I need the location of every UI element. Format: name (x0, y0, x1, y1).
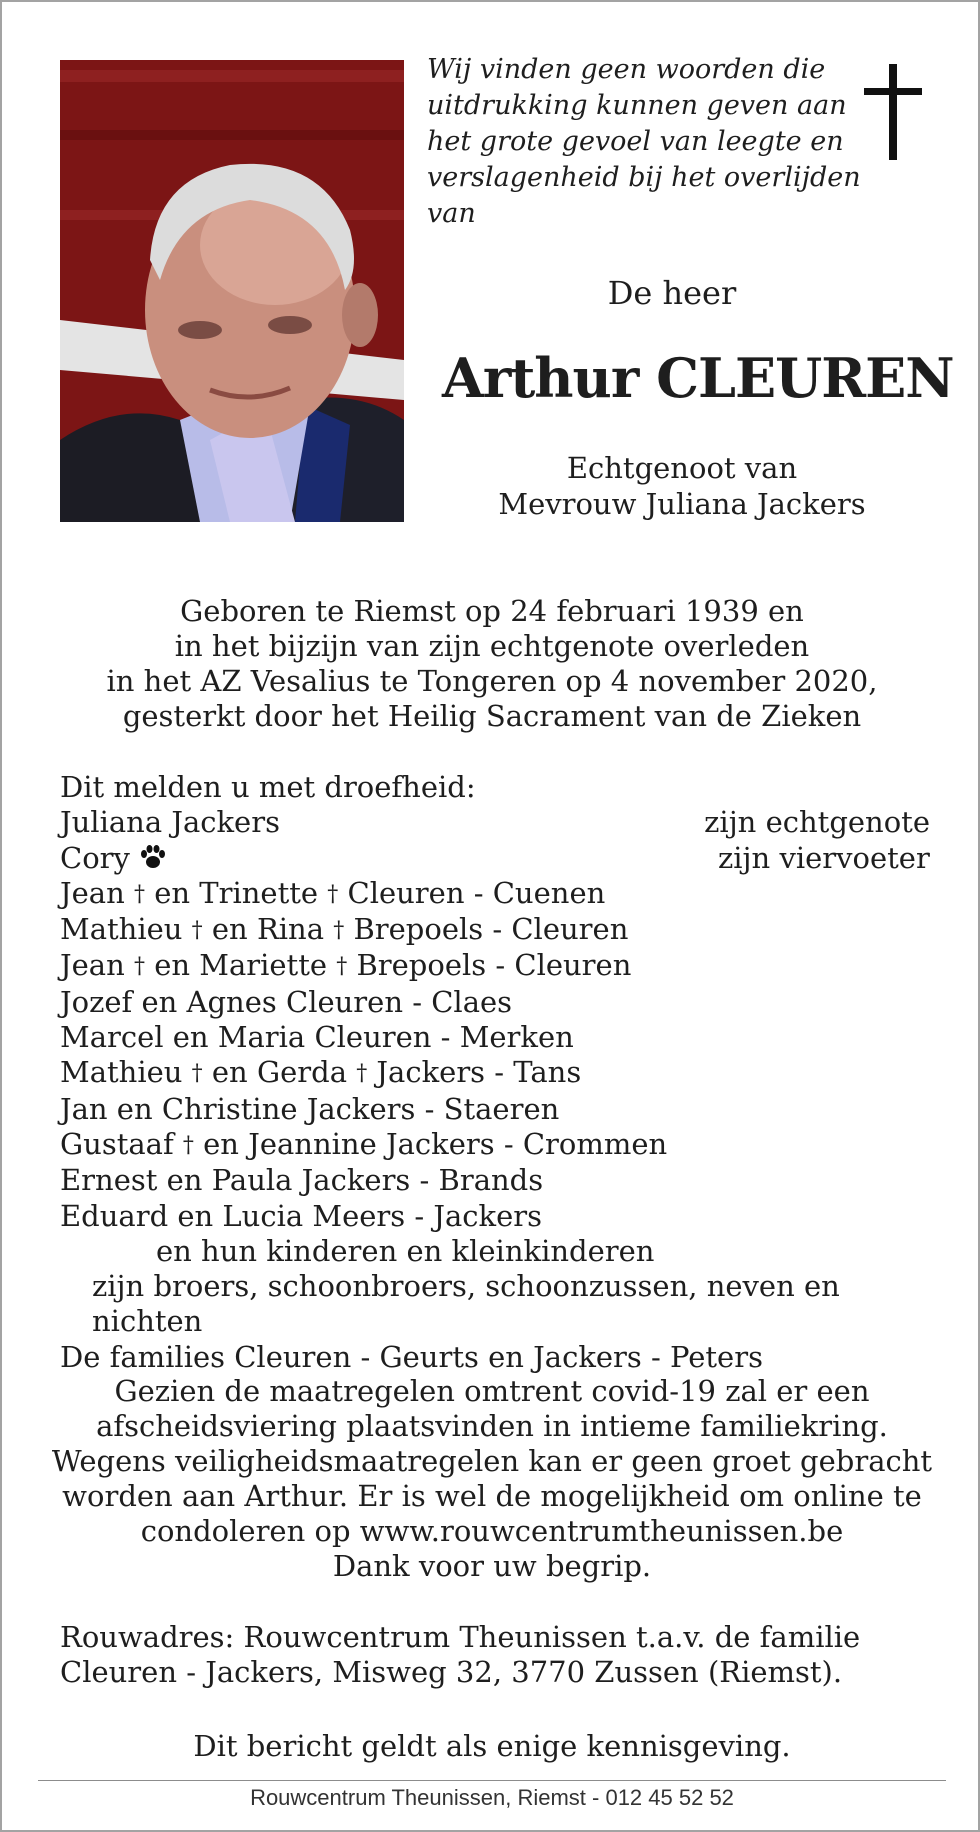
family-siblings-line: zijn broers, schoonbroers, schoonzussen, neven en nichten (92, 1269, 840, 1339)
intro-line: het grote gevoel van leegte en (427, 126, 844, 157)
family-spouse-name: Juliana Jackers (60, 805, 280, 840)
family-children-line: en hun kinderen en kleinkinderen (156, 1233, 655, 1268)
paw-icon (139, 844, 167, 870)
couple-first-name: Mathieu (60, 912, 183, 947)
family-heading: Dit melden u met droefheid: (60, 770, 476, 804)
couple-second-name: Trinette (199, 875, 319, 910)
couple-family-names: Cleuren - Cuenen (347, 875, 606, 910)
portrait-photo-art (60, 60, 404, 522)
address-line: Rouwadres: Rouwcentrum Theunissen t.a.v. de familie (60, 1620, 861, 1654)
couple-first-name: Eduard (60, 1198, 169, 1233)
couple-family-names: Brepoels - Cleuren (353, 912, 629, 947)
birth-line: in het bijzijn van zijn echtgenote overleden (174, 629, 810, 663)
family-row-pet (60, 841, 930, 876)
spouse-line: Echtgenoot van (566, 451, 798, 485)
covid-line: Gezien de maatregelen omtrent covid-19 zal er een (114, 1374, 870, 1408)
covid-notice (42, 1374, 942, 1584)
couple-family-names: Brepoels - Cleuren (356, 948, 632, 983)
deceased-mark-icon: † (336, 954, 348, 980)
couple-second-name: Rina (256, 912, 325, 947)
family-list (60, 770, 930, 1375)
birth-line: in het AZ Vesalius te Tongeren op 4 november 2020, (106, 664, 878, 698)
covid-line: worden aan Arthur. Er is wel de mogelijkheid om online te (62, 1479, 922, 1513)
title-prefix: De heer (607, 274, 737, 312)
couple-family-names: Jackers - Crommen (385, 1126, 668, 1161)
family-couple-row: Jozef en Agnes Cleuren - Claes (60, 984, 513, 1019)
couple-first-name: Marcel (60, 1020, 164, 1055)
family-families-line: De families Cleuren - Geurts en Jackers - Peters (60, 1339, 763, 1374)
couple-second-name: Mariette (199, 948, 328, 983)
deceased-mark-icon: † (182, 1132, 194, 1158)
family-couple-row: Mathieu † en Gerda † Jackers - Tans (60, 1055, 582, 1090)
couple-first-name: Jozef (60, 984, 133, 1019)
couple-second-name: Lucia (222, 1198, 304, 1233)
couple-second-name: Maria (217, 1020, 306, 1055)
footer-contact: Rouwcentrum Theunissen, Riemst - 012 45 52 52 (250, 1785, 734, 1810)
couple-family-names: Cleuren - Merken (314, 1020, 574, 1055)
intro-line: verslagenheid bij het overlijden van (427, 162, 861, 229)
official-notice: Dit bericht geldt als enige kennisgeving. (193, 1729, 791, 1763)
couple-first-name: Jan (60, 1091, 108, 1126)
couple-family-names: Meers - Jackers (312, 1198, 543, 1233)
intro-line: uitdrukking kunnen geven aan (427, 90, 847, 121)
family-couple-row: Jan en Christine Jackers - Staeren (60, 1091, 560, 1126)
couple-second-name: Christine (161, 1091, 298, 1126)
birth-death-block (62, 594, 922, 734)
covid-line: Wegens veiligheidsmaatregelen kan er geen groet gebracht (51, 1444, 933, 1478)
family-couple-row: Gustaaf † en Jeannine Jackers - Crommen (60, 1126, 668, 1161)
intro-text (427, 52, 887, 232)
family-couple-row: Mathieu † en Rina † Brepoels - Cleuren (60, 912, 629, 947)
couple-family-names: Jackers - Tans (376, 1055, 582, 1090)
family-pet-name: Cory (60, 840, 130, 875)
couple-family-names: Jackers - Brands (301, 1163, 544, 1198)
deceased-mark-icon: † (133, 881, 145, 907)
couple-family-names: Cleuren - Claes (286, 984, 513, 1019)
family-row-spouse (60, 805, 930, 840)
latin-cross-icon (864, 64, 922, 160)
couple-first-name: Gustaaf (60, 1126, 174, 1161)
couple-second-name: Agnes (186, 984, 277, 1019)
couple-first-name: Ernest (60, 1163, 158, 1198)
covid-line: Dank voor uw begrip. (332, 1549, 652, 1583)
family-pet (60, 841, 167, 876)
family-couples (60, 876, 930, 1234)
spouse-line: Mevrouw Juliana Jackers (498, 487, 866, 521)
deceased-mark-icon: † (133, 954, 145, 980)
couple-family-names: Jackers - Staeren (306, 1091, 560, 1126)
mourning-address (60, 1620, 940, 1690)
family-couple-row: Jean † en Mariette † Brepoels - Cleuren (60, 948, 632, 983)
footer-divider (38, 1780, 946, 1781)
couple-first-name: Jean (60, 875, 125, 910)
covid-line: afscheidsviering plaatsvinden in intieme familiekring. (96, 1409, 888, 1443)
family-couple-row: Ernest en Paula Jackers - Brands (60, 1163, 544, 1198)
birth-line: gesterkt door het Heilig Sacrament van de Zieken (122, 699, 862, 733)
family-couple-row: Marcel en Maria Cleuren - Merken (60, 1020, 574, 1055)
covid-line: condoleren op www.rouwcentrumtheunissen.be (140, 1514, 844, 1548)
family-couple-row: Eduard en Lucia Meers - Jackers (60, 1198, 543, 1233)
spouse-block (442, 450, 922, 522)
couple-second-name: Paula (211, 1163, 293, 1198)
family-pet-role: zijn viervoeter (718, 840, 930, 875)
portrait-photo (60, 60, 404, 522)
intro-line: Wij vinden geen woorden die (427, 54, 826, 85)
deceased-mark-icon: † (191, 1061, 203, 1087)
couple-second-name: Gerda (256, 1055, 347, 1090)
deceased-mark-icon: † (191, 918, 203, 944)
deceased-mark-icon: † (333, 918, 345, 944)
birth-line: Geboren te Riemst op 24 februari 1939 en (180, 594, 804, 628)
deceased-name: Arthur CLEUREN (442, 346, 954, 410)
family-couple-row: Jean † en Trinette † Cleuren - Cuenen (60, 875, 606, 910)
couple-second-name: Jeannine (248, 1126, 377, 1161)
couple-first-name: Jean (60, 948, 125, 983)
deceased-mark-icon: † (327, 881, 339, 907)
family-spouse-role: zijn echtgenote (704, 805, 930, 840)
deceased-mark-icon: † (356, 1061, 368, 1087)
address-line: Cleuren - Jackers, Misweg 32, 3770 Zussen (Riemst). (60, 1655, 843, 1689)
couple-first-name: Mathieu (60, 1055, 183, 1090)
